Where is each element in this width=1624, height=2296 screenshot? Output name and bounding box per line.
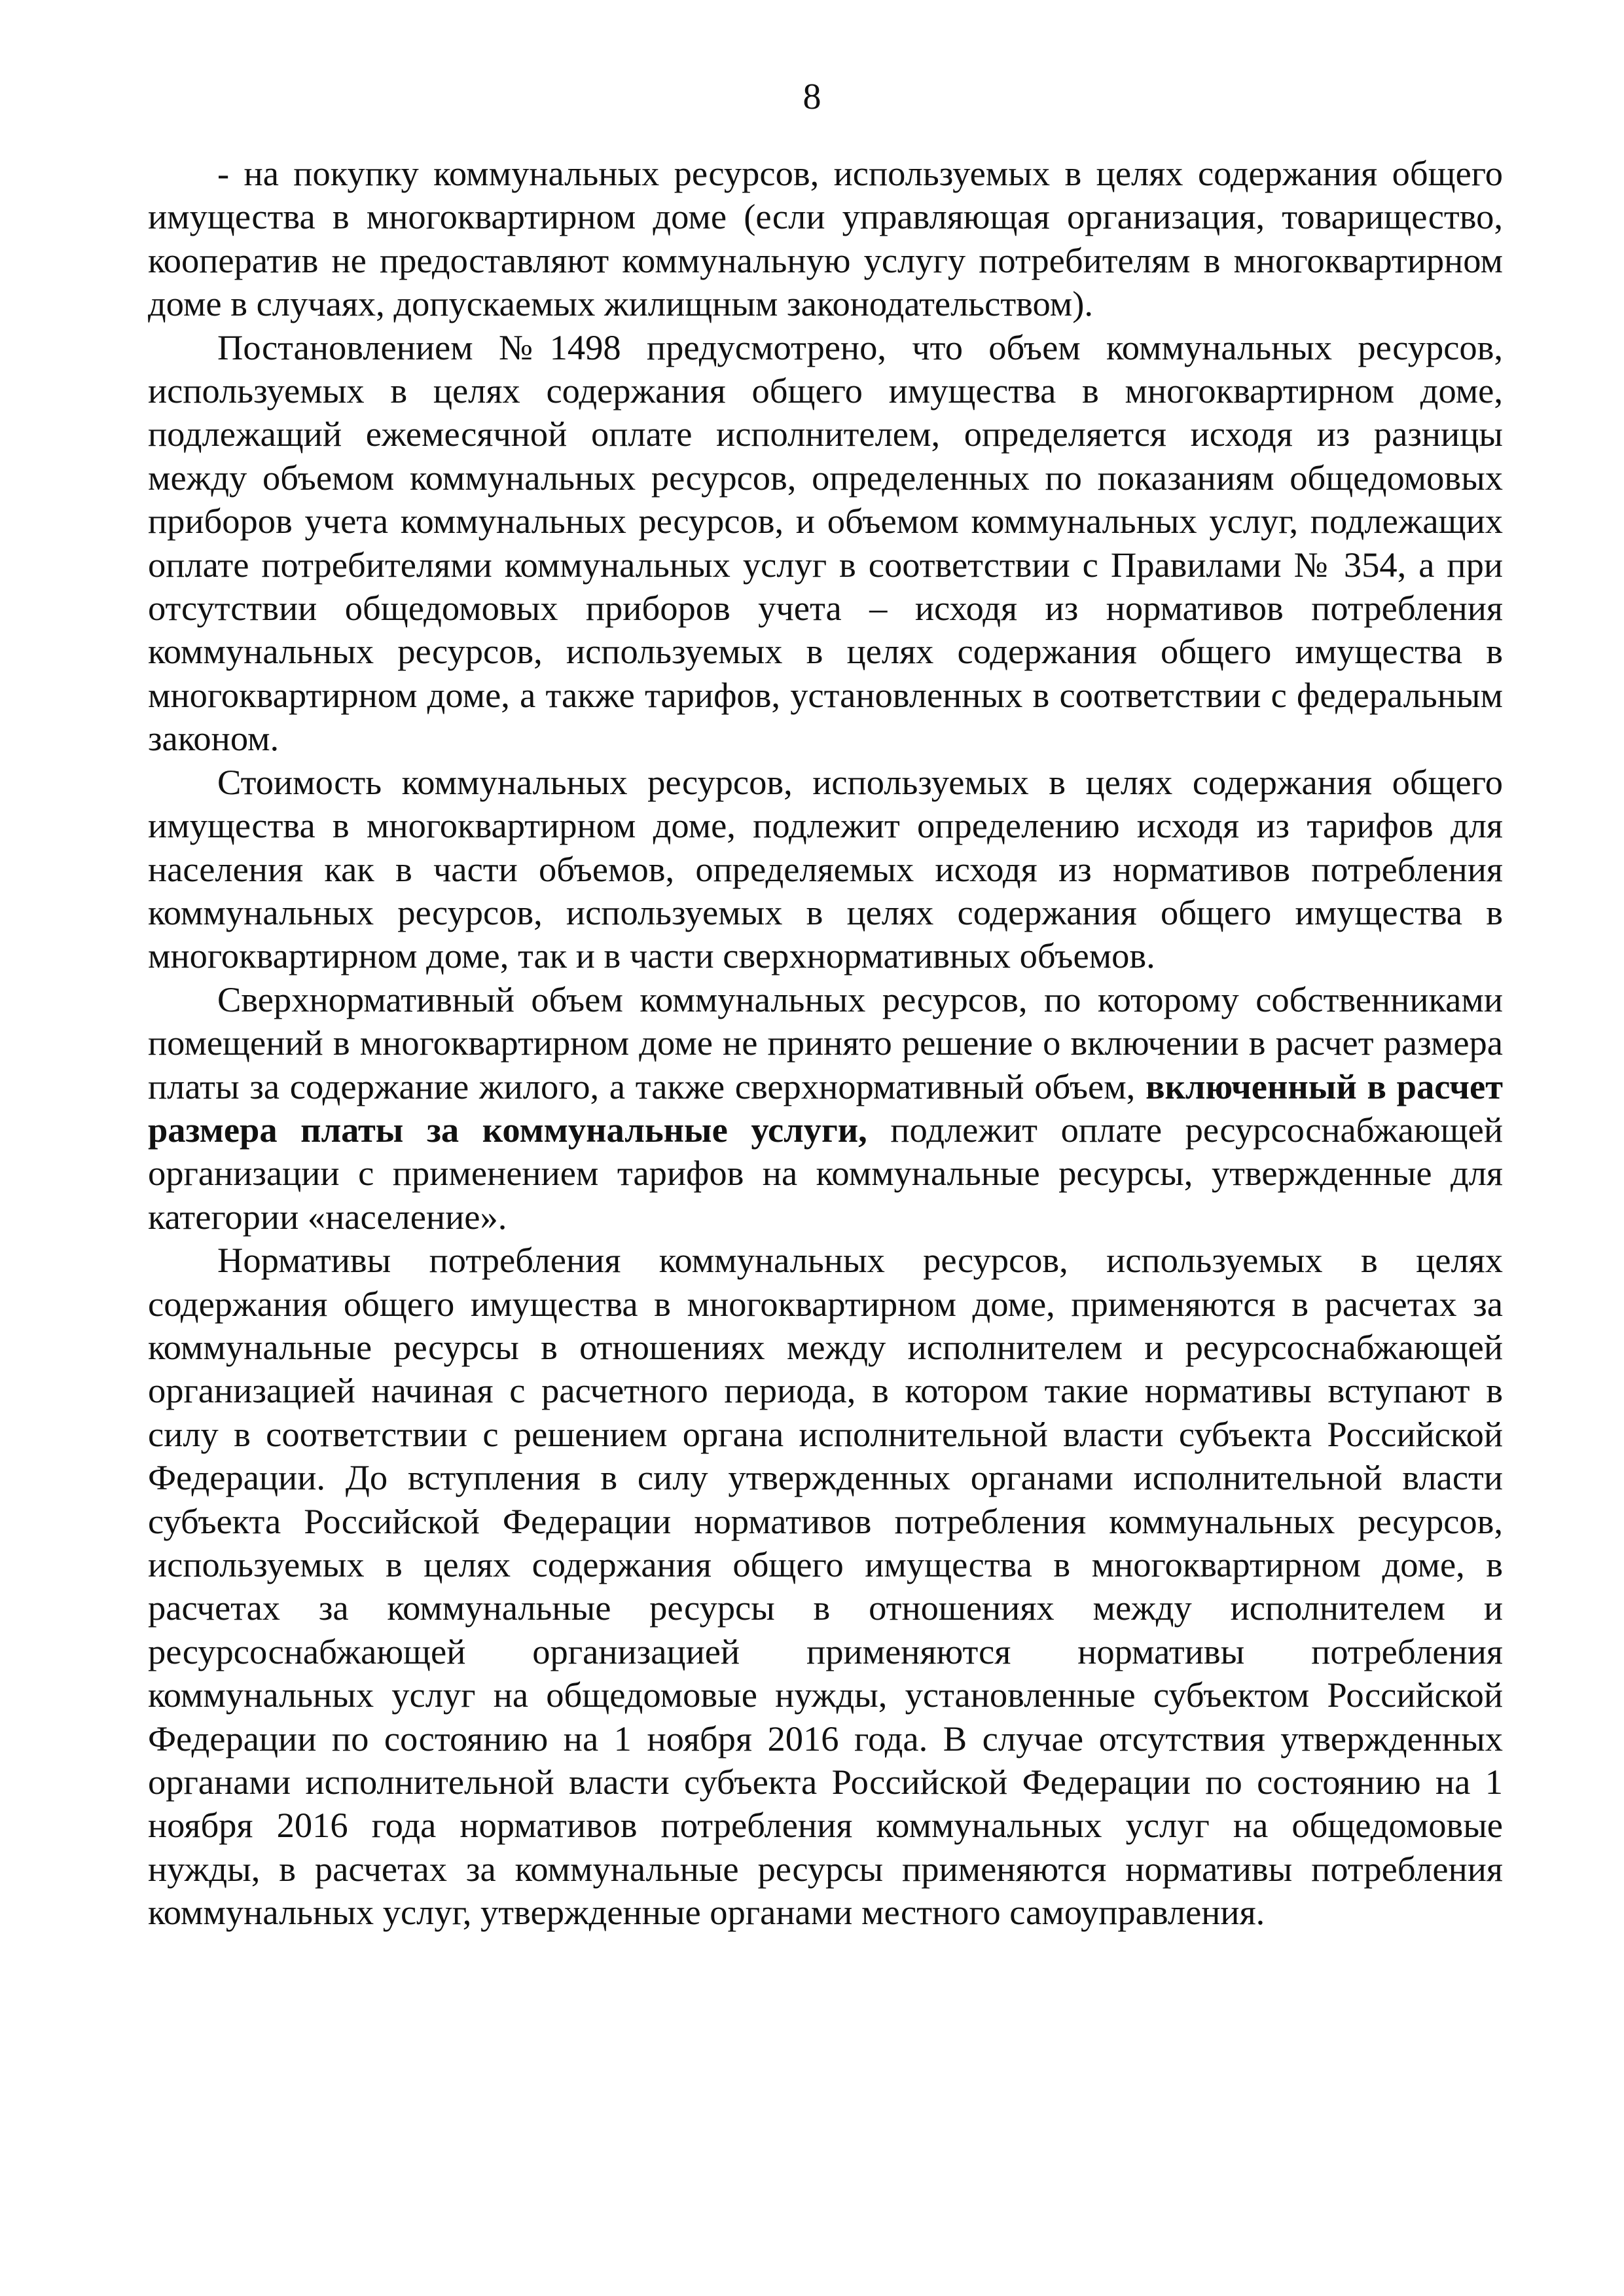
excess-volume-text-end: подлежит оплате ресурсоснабжающей организации с применением тарифов на коммунальные ресурсы, утвержденные для категории «население». [148,1109,1503,1237]
paragraph-utility-purchase: - на покупку коммунальных ресурсов, используемых в целях содержания общего имущества в многоквартирном доме (если управляющая организация, товарищество, кооператив не предоставляют коммунальную услугу потребителям в многоквартирном доме в случаях, допускаемых жилищным законодательством). [148,153,1503,324]
paragraph-resource-cost: Стоимость коммунальных ресурсов, используемых в целях содержания общего имущества в многоквартирном доме, подлежит определению исходя из тарифов для населения как в части объемов, определяемых исходя из нормативов потребления коммунальных ресурсов, используемых в целях содержания общего имущества в многоквартирном доме, так и в части сверхнормативных объемов. [148,761,1503,976]
paragraph-excess-volume [148,978,1503,1239]
page-number: 8 [803,77,821,117]
excess-volume-text-start: Сверхнормативный объем коммунальных ресурсов, по которому собственниками помещений в многоквартирном доме не принято решение о включении в расчет размера платы за содержание жилого, а также сверхнормативный объем, [148,979,1503,1106]
excess-volume-bold-text: включенный в расчет размера платы за коммунальные услуги, [148,1066,1504,1150]
paragraph-consumption-norms: Нормативы потребления коммунальных ресурсов, используемых в целях содержания общего имущества в многоквартирном доме, применяются в расчетах за коммунальные ресурсы в отношениях между исполнителем и ресурсоснабжающей организацией начиная с расчетного периода, в котором такие нормативы вступают в силу в соответствии с решением органа исполнительной власти субъекта Российской Федерации. До вступления в силу утвержденных органами исполнительной власти субъекта Российской Федерации нормативов потребления коммунальных ресурсов, используемых в целях содержания общего имущества в многоквартирном доме, в расчетах за коммунальные ресурсы в отношениях между исполнителем и ресурсоснабжающей организацией применяются нормативы потребления коммунальных услуг на общедомовые нужды, установленные субъектом Российской Федерации по состоянию на 1 ноября 2016 года. В случае отсутствия утвержденных органами исполнительной власти субъекта Российской Федерации по состоянию на 1 ноября 2016 года нормативов потребления коммунальных услуг на общедомовые нужды, в расчетах за коммунальные ресурсы применяются нормативы потребления коммунальных услуг, утвержденные органами местного самоуправления. [148,1240,1503,1933]
paragraph-resolution-1498: Постановлением №1498 предусмотрено, что объем коммунальных ресурсов, используемых в целях содержания общего имущества в многоквартирном доме, подлежащий ежемесячной оплате исполнителем, определяется исходя из разницы между объемом коммунальных ресурсов, определенных по показаниям общедомовых приборов учета коммунальных ресурсов, и объемом коммунальных услуг, подлежащих оплате потребителями коммунальных услуг в соответствии с Правилами № 354, а при отсутствии общедомовых приборов учета – исходя из нормативов потребления коммунальных ресурсов, используемых в целях содержания общего имущества в многоквартирном доме, а также тарифов, установленных в соответствии с федеральным законом. [148,327,1503,759]
document-body [148,152,1503,1935]
